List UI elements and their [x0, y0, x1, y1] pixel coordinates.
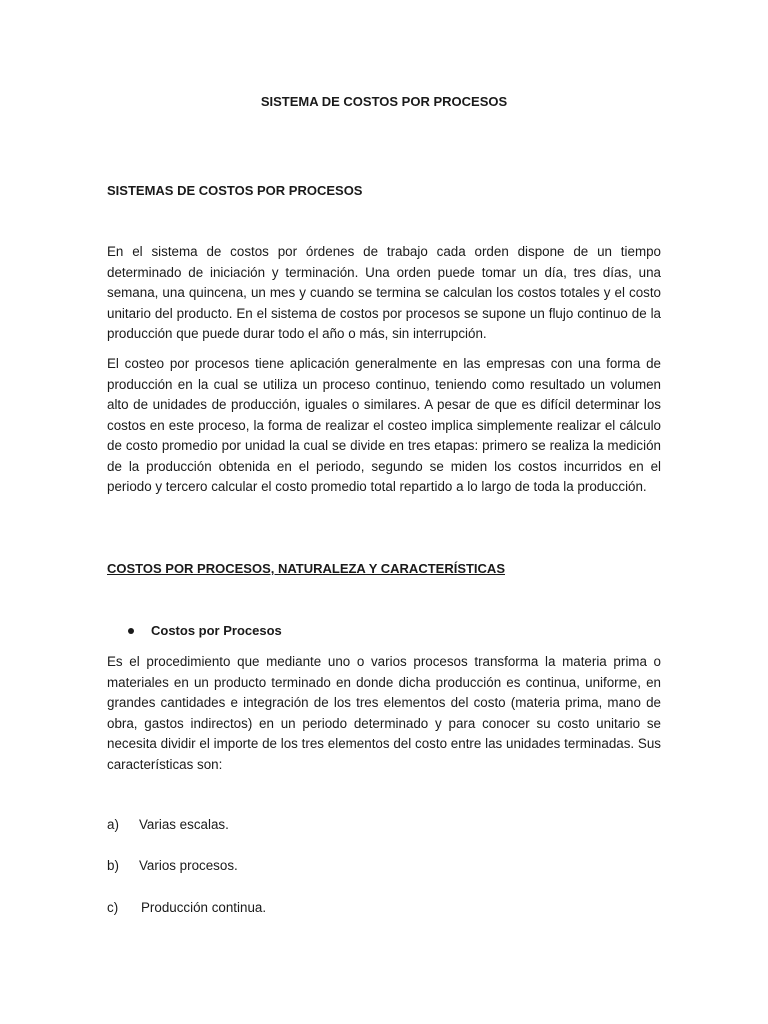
paragraph-costeo-por-procesos: El costeo por procesos tiene aplicación generalmente en las empresas con una forma de producción en la cual se utiliza un proceso continuo, teniendo como resultado un volumen alto de unidades de producción, iguales o similares. A pesar de que es difícil determinar los costos en este proceso, la forma de realizar el costeo implica simplemente realizar el cálculo de costo promedio por unidad la cual se divide en tres etapas: primero se realiza la medición de la producción obtenida en el periodo, segundo se miden los costos incurridos en el periodo y tercero calcular el costo promedio total repartido a lo largo de toda la producción. — [107, 356, 661, 494]
list-item — [107, 900, 266, 915]
section-heading-sistemas: SISTEMAS DE COSTOS POR PROCESOS — [107, 183, 363, 198]
list-item-text: Varios procesos. — [139, 858, 238, 873]
paragraph-procedimiento: Es el procedimiento que mediante uno o varios procesos transforma la materia prima o materiales en un producto terminado en donde dicha producción es continua, uniforme, en grandes cantidades e integración de los tres elementos del costo (materia prima, mano de obra, gastos indirectos) en un periodo determinado y para conocer su costo unitario se necesita dividir el importe de los tres elementos del costo entre las unidades terminadas. Sus características son: — [107, 654, 661, 772]
list-marker: c) — [107, 900, 119, 915]
paragraph-ordenes-de-trabajo: En el sistema de costos por órdenes de trabajo cada orden dispone de un tiempo determinado de iniciación y terminación. Una orden puede tomar un día, tres días, una semana, una quincena, un mes y cuando se termina se calculan los costos totales y el costo unitario del producto. En el sistema de costos por procesos se supone un flujo continuo de la producción que puede durar todo el año o más, sin interrupción. — [107, 244, 661, 341]
section-heading-naturaleza: COSTOS POR PROCESOS, NATURALEZA Y CARACTERÍSTICAS — [107, 561, 505, 576]
bullet-dot-icon — [128, 628, 134, 634]
list-item-text: Producción continua. — [141, 900, 267, 915]
document-title: SISTEMA DE COSTOS POR PROCESOS — [260, 94, 508, 109]
list-item — [107, 858, 238, 873]
bullet-label: Costos por Procesos — [151, 623, 282, 638]
list-item — [107, 817, 229, 832]
list-marker: b) — [107, 858, 119, 873]
bullet-item-costos-por-procesos — [128, 623, 282, 638]
list-item-text: Varias escalas. — [139, 817, 229, 832]
list-marker: a) — [107, 817, 119, 832]
